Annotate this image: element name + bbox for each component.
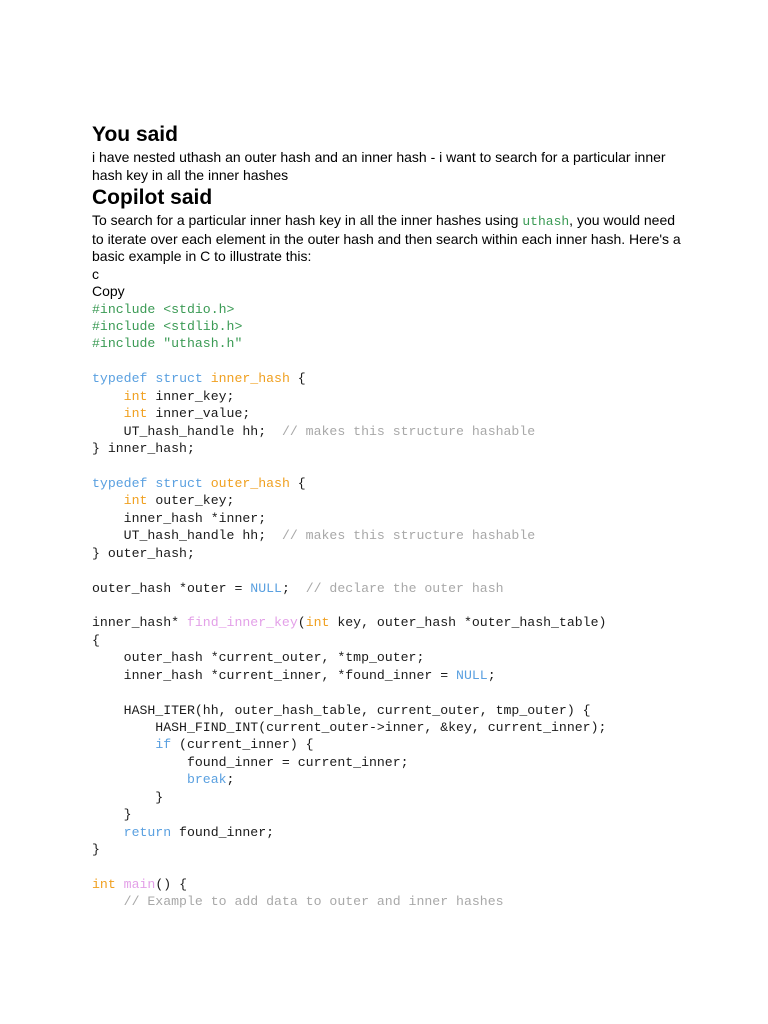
code-token-function: find_inner_key: [186, 615, 298, 631]
code-token-plain: UT_hash_handle hh;: [92, 528, 282, 544]
code-token-plain: [92, 737, 155, 752]
code-line: [92, 457, 682, 474]
code-token-plain: [92, 406, 124, 421]
code-token-plain: inner_hash *inner;: [92, 510, 267, 526]
copilot-intro: [92, 212, 682, 266]
code-line: [92, 754, 682, 771]
code-token-plain: } inner_hash;: [92, 441, 195, 456]
code-token-keyword: if: [155, 737, 172, 753]
code-line: [92, 440, 682, 457]
code-line: [92, 353, 682, 370]
code-token-type: int: [123, 493, 148, 509]
code-token-keyword: NULL: [250, 580, 282, 596]
code-line: [92, 475, 682, 492]
intro-inline-code: uthash: [522, 214, 570, 229]
code-token-string: "uthash.h": [163, 336, 243, 352]
code-token-type: int: [123, 388, 148, 404]
code-token-comment: // declare the outer hash: [305, 580, 504, 596]
code-token-type: inner_hash: [210, 371, 290, 387]
code-line: [92, 318, 682, 335]
code-token-plain: key, outer_hash *outer_hash_table): [329, 615, 607, 631]
code-line: [92, 510, 682, 527]
code-line: [92, 876, 682, 893]
user-message: i have nested uthash an outer hash and an inner hash - i want to search for a particular inner hash key in all the inner hashes: [92, 149, 666, 183]
code-token-plain: [92, 894, 124, 909]
code-line: [92, 388, 682, 405]
code-token-string: #include: [92, 336, 164, 352]
code-line: [92, 405, 682, 422]
code-token-plain: HASH_FIND_INT(current_outer->inner, &key, current_inner);: [92, 720, 607, 735]
code-token-keyword: struct: [155, 371, 203, 387]
code-line: [92, 736, 682, 753]
code-line: [92, 370, 682, 387]
code-token-function: main: [123, 876, 156, 892]
code-token-plain: [92, 389, 124, 404]
code-line: [92, 667, 682, 684]
code-line: [92, 614, 682, 631]
code-line: [92, 789, 682, 806]
code-token-plain: ;: [226, 772, 235, 788]
code-line: [92, 893, 682, 910]
code-token-keyword: NULL: [456, 667, 488, 683]
code-token-type: int: [92, 876, 116, 892]
code-token-type: int: [123, 406, 148, 422]
code-token-plain: found_inner = current_inner;: [92, 754, 409, 770]
code-token-plain: inner_value;: [147, 406, 251, 422]
code-token-plain: [92, 825, 124, 840]
code-line: [92, 859, 682, 876]
code-token-string: #include: [92, 301, 164, 317]
code-line: [92, 580, 682, 597]
code-line: [92, 545, 682, 562]
code-token-plain: UT_hash_handle hh;: [92, 423, 282, 439]
code-line: [92, 597, 682, 614]
code-token-plain: }: [92, 842, 100, 858]
code-token-comment: // Example to add data to outer and inner hashes: [123, 894, 504, 910]
code-line: [92, 632, 682, 649]
user-heading: You said: [92, 123, 178, 146]
code-line: [92, 492, 682, 509]
copy-button[interactable]: Copy: [92, 283, 125, 299]
code-token-comment: // makes this structure hashable: [281, 528, 536, 544]
code-line: [92, 702, 682, 719]
code-token-string: <stdio.h>: [163, 301, 235, 317]
code-token-plain: }: [92, 789, 164, 805]
code-token-plain: () {: [155, 876, 187, 892]
intro-text-before: To search for a particular inner hash key in all the inner hashes using: [92, 212, 523, 228]
code-token-type: outer_hash: [210, 475, 290, 491]
code-line: [92, 719, 682, 736]
code-language-label: c: [92, 265, 99, 282]
code-token-keyword: struct: [155, 475, 203, 491]
code-token-plain: inner_key;: [147, 388, 235, 404]
code-block: [92, 301, 682, 911]
code-token-plain: ;: [281, 580, 306, 596]
code-line: [92, 527, 682, 544]
code-line: [92, 335, 682, 352]
code-token-plain: {: [92, 632, 100, 648]
code-token-plain: (current_inner) {: [171, 737, 314, 753]
code-token-plain: inner_hash *current_inner, *found_inner =: [92, 667, 457, 683]
code-line: [92, 649, 682, 666]
code-token-plain: [92, 493, 124, 508]
code-line: [92, 301, 682, 318]
code-token-plain: {: [289, 371, 306, 387]
code-token-keyword: typedef: [92, 475, 148, 491]
intro-text-after: , you would need to iterate over each element in the outer hash and then search within each inner hash. Here's a basic example in C to illustrate this:: [92, 212, 681, 264]
code-token-plain: [203, 371, 211, 386]
code-token-plain: outer_hash *current_outer, *tmp_outer;: [92, 650, 425, 666]
code-token-plain: ;: [487, 667, 496, 683]
code-line: [92, 841, 682, 858]
code-token-plain: [203, 476, 211, 491]
code-token-plain: (: [297, 615, 306, 631]
code-token-plain: outer_hash *outer =: [92, 580, 251, 596]
code-token-comment: // makes this structure hashable: [281, 423, 536, 439]
code-token-plain: {: [289, 475, 306, 491]
code-token-plain: [116, 877, 124, 892]
code-line: [92, 423, 682, 440]
code-line: [92, 771, 682, 788]
code-token-plain: inner_hash*: [92, 615, 187, 631]
code-token-plain: [92, 772, 187, 787]
code-line: [92, 562, 682, 579]
code-token-string: #include: [92, 318, 164, 334]
code-line: [92, 824, 682, 841]
code-token-string: <stdlib.h>: [163, 318, 243, 334]
code-token-plain: HASH_ITER(hh, outer_hash_table, current_outer, tmp_outer) {: [92, 702, 591, 718]
code-line: [92, 684, 682, 701]
code-token-plain: }: [92, 807, 132, 823]
code-token-plain: } outer_hash;: [92, 545, 195, 561]
code-token-plain: outer_key;: [147, 493, 235, 509]
document-page: [92, 122, 682, 911]
code-token-plain: found_inner;: [171, 824, 275, 840]
copilot-heading: Copilot said: [92, 186, 213, 209]
code-token-keyword: return: [123, 824, 172, 840]
code-line: [92, 806, 682, 823]
code-token-keyword: break: [186, 772, 227, 788]
code-token-keyword: typedef: [92, 371, 148, 387]
code-token-type: int: [305, 615, 330, 631]
